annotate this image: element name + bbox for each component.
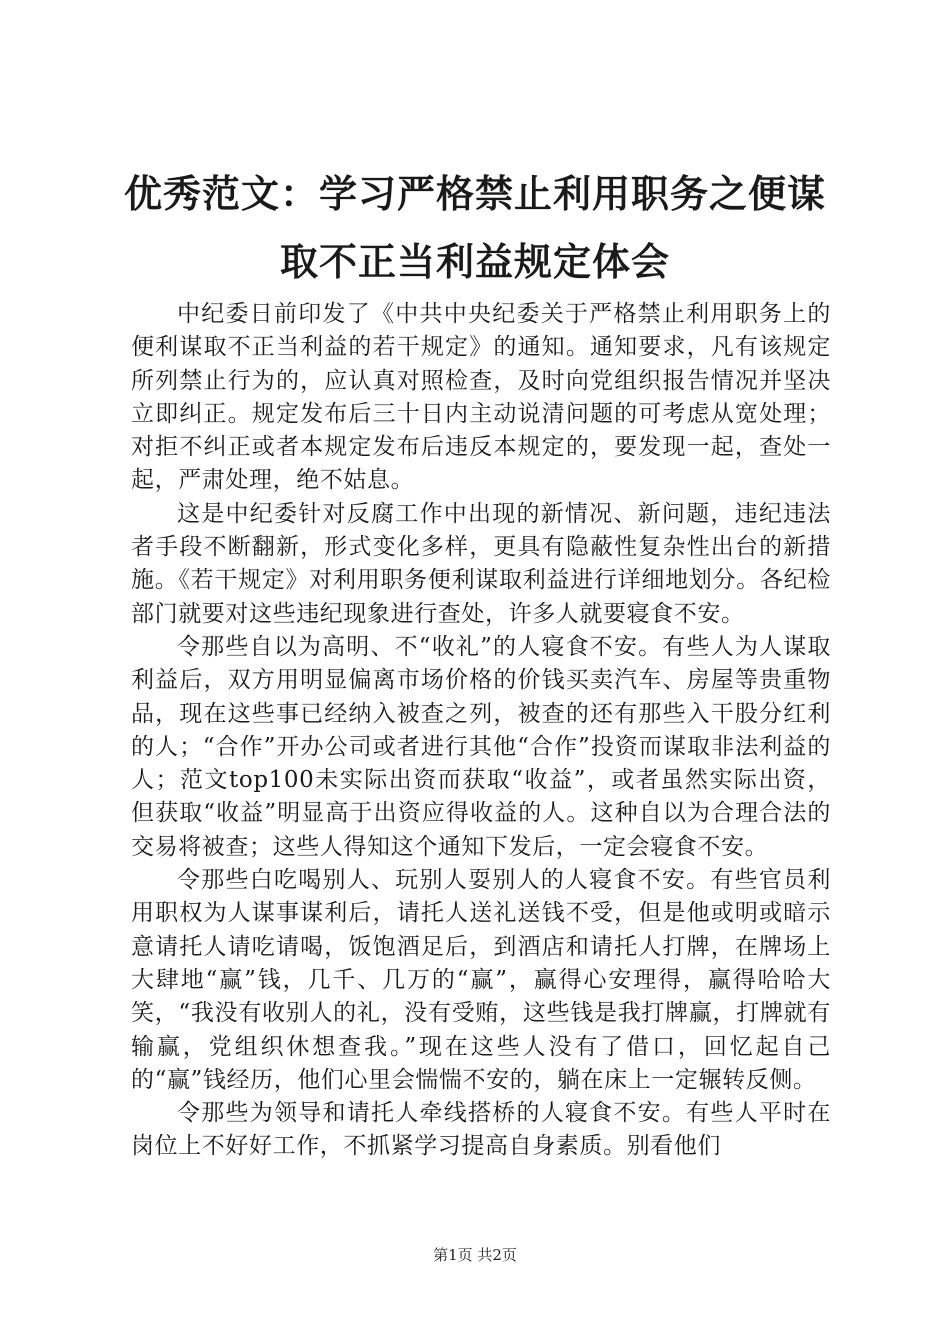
paragraph: 中纪委日前印发了《中共中央纪委关于严格禁止利用职务上的便利谋取不正当利益的若干规定》的通知。通知要求，凡有该规定所列禁止行为的，应认真对照检查，及时向党组织报告情况并坚决立即纠正。规定发布后三十日内主动说清问题的可考虑从宽处理；对拒不纠正或者本规定发布后违反本规定的，要发现一起，查处一起，严肃处理，绝不姑息。 (131, 301, 831, 494)
paragraph: 这是中纪委针对反腐工作中出现的新情况、新问题，违纪违法者手段不断翻新，形式变化多样，更具有隐蔽性复杂性出台的新措施。《若干规定》对利用职务便利谋取利益进行详细地划分。各纪检部门就要对这些违纪现象进行查处，许多人就要寝食不安。 (131, 500, 831, 627)
paragraph: 令那些白吃喝别人、玩别人耍别人的人寝食不安。有些官员利用职权为人谋事谋利后，请托人送礼送钱不受，但是他或明或暗示意请托人请吃请喝，饭饱酒足后，到酒店和请托人打牌，在牌场上大肆地“赢”钱，几千、几万的“赢”，赢得心安理得，赢得哈哈大笑，“我没有收别人的礼，没有受贿，这些钱是我打牌赢，打牌就有输赢，党组织休想查我。”现在这些人没有了借口，回忆起自己的“赢”钱经历，他们心里会惴惴不安的，躺在床上一定辗转反侧。 (131, 867, 831, 1093)
page-footer: 第1页 共2页 (433, 1246, 517, 1264)
paragraph: 令那些为领导和请托人牵线搭桥的人寝食不安。有些人平时在岗位上不好好工作，不抓紧学习提高自身素质。别看他们 (131, 1100, 831, 1160)
document-body (131, 298, 831, 1164)
document-title: 优秀范文：学习严格禁止利用职务之便谋取不正当利益规定体会 (123, 171, 826, 284)
paragraph: 令那些自以为高明、不“收礼”的人寝食不安。有些人为人谋取利益后，双方用明显偏离市场价格的价钱买卖汽车、房屋等贵重物品，现在这些事已经纳入被查之列，被查的还有那些入干股分红利的人；“合作”开办公司或者进行其他“合作”投资而谋取非法利益的人；范文top100未实际出资而获取“收益”，或者虽然实际出资，但获取“收益”明显高于出资应得收益的人。这种自以为合理合法的交易将被查；这些人得知这个通知下发后，一定会寝食不安。 (131, 633, 831, 860)
